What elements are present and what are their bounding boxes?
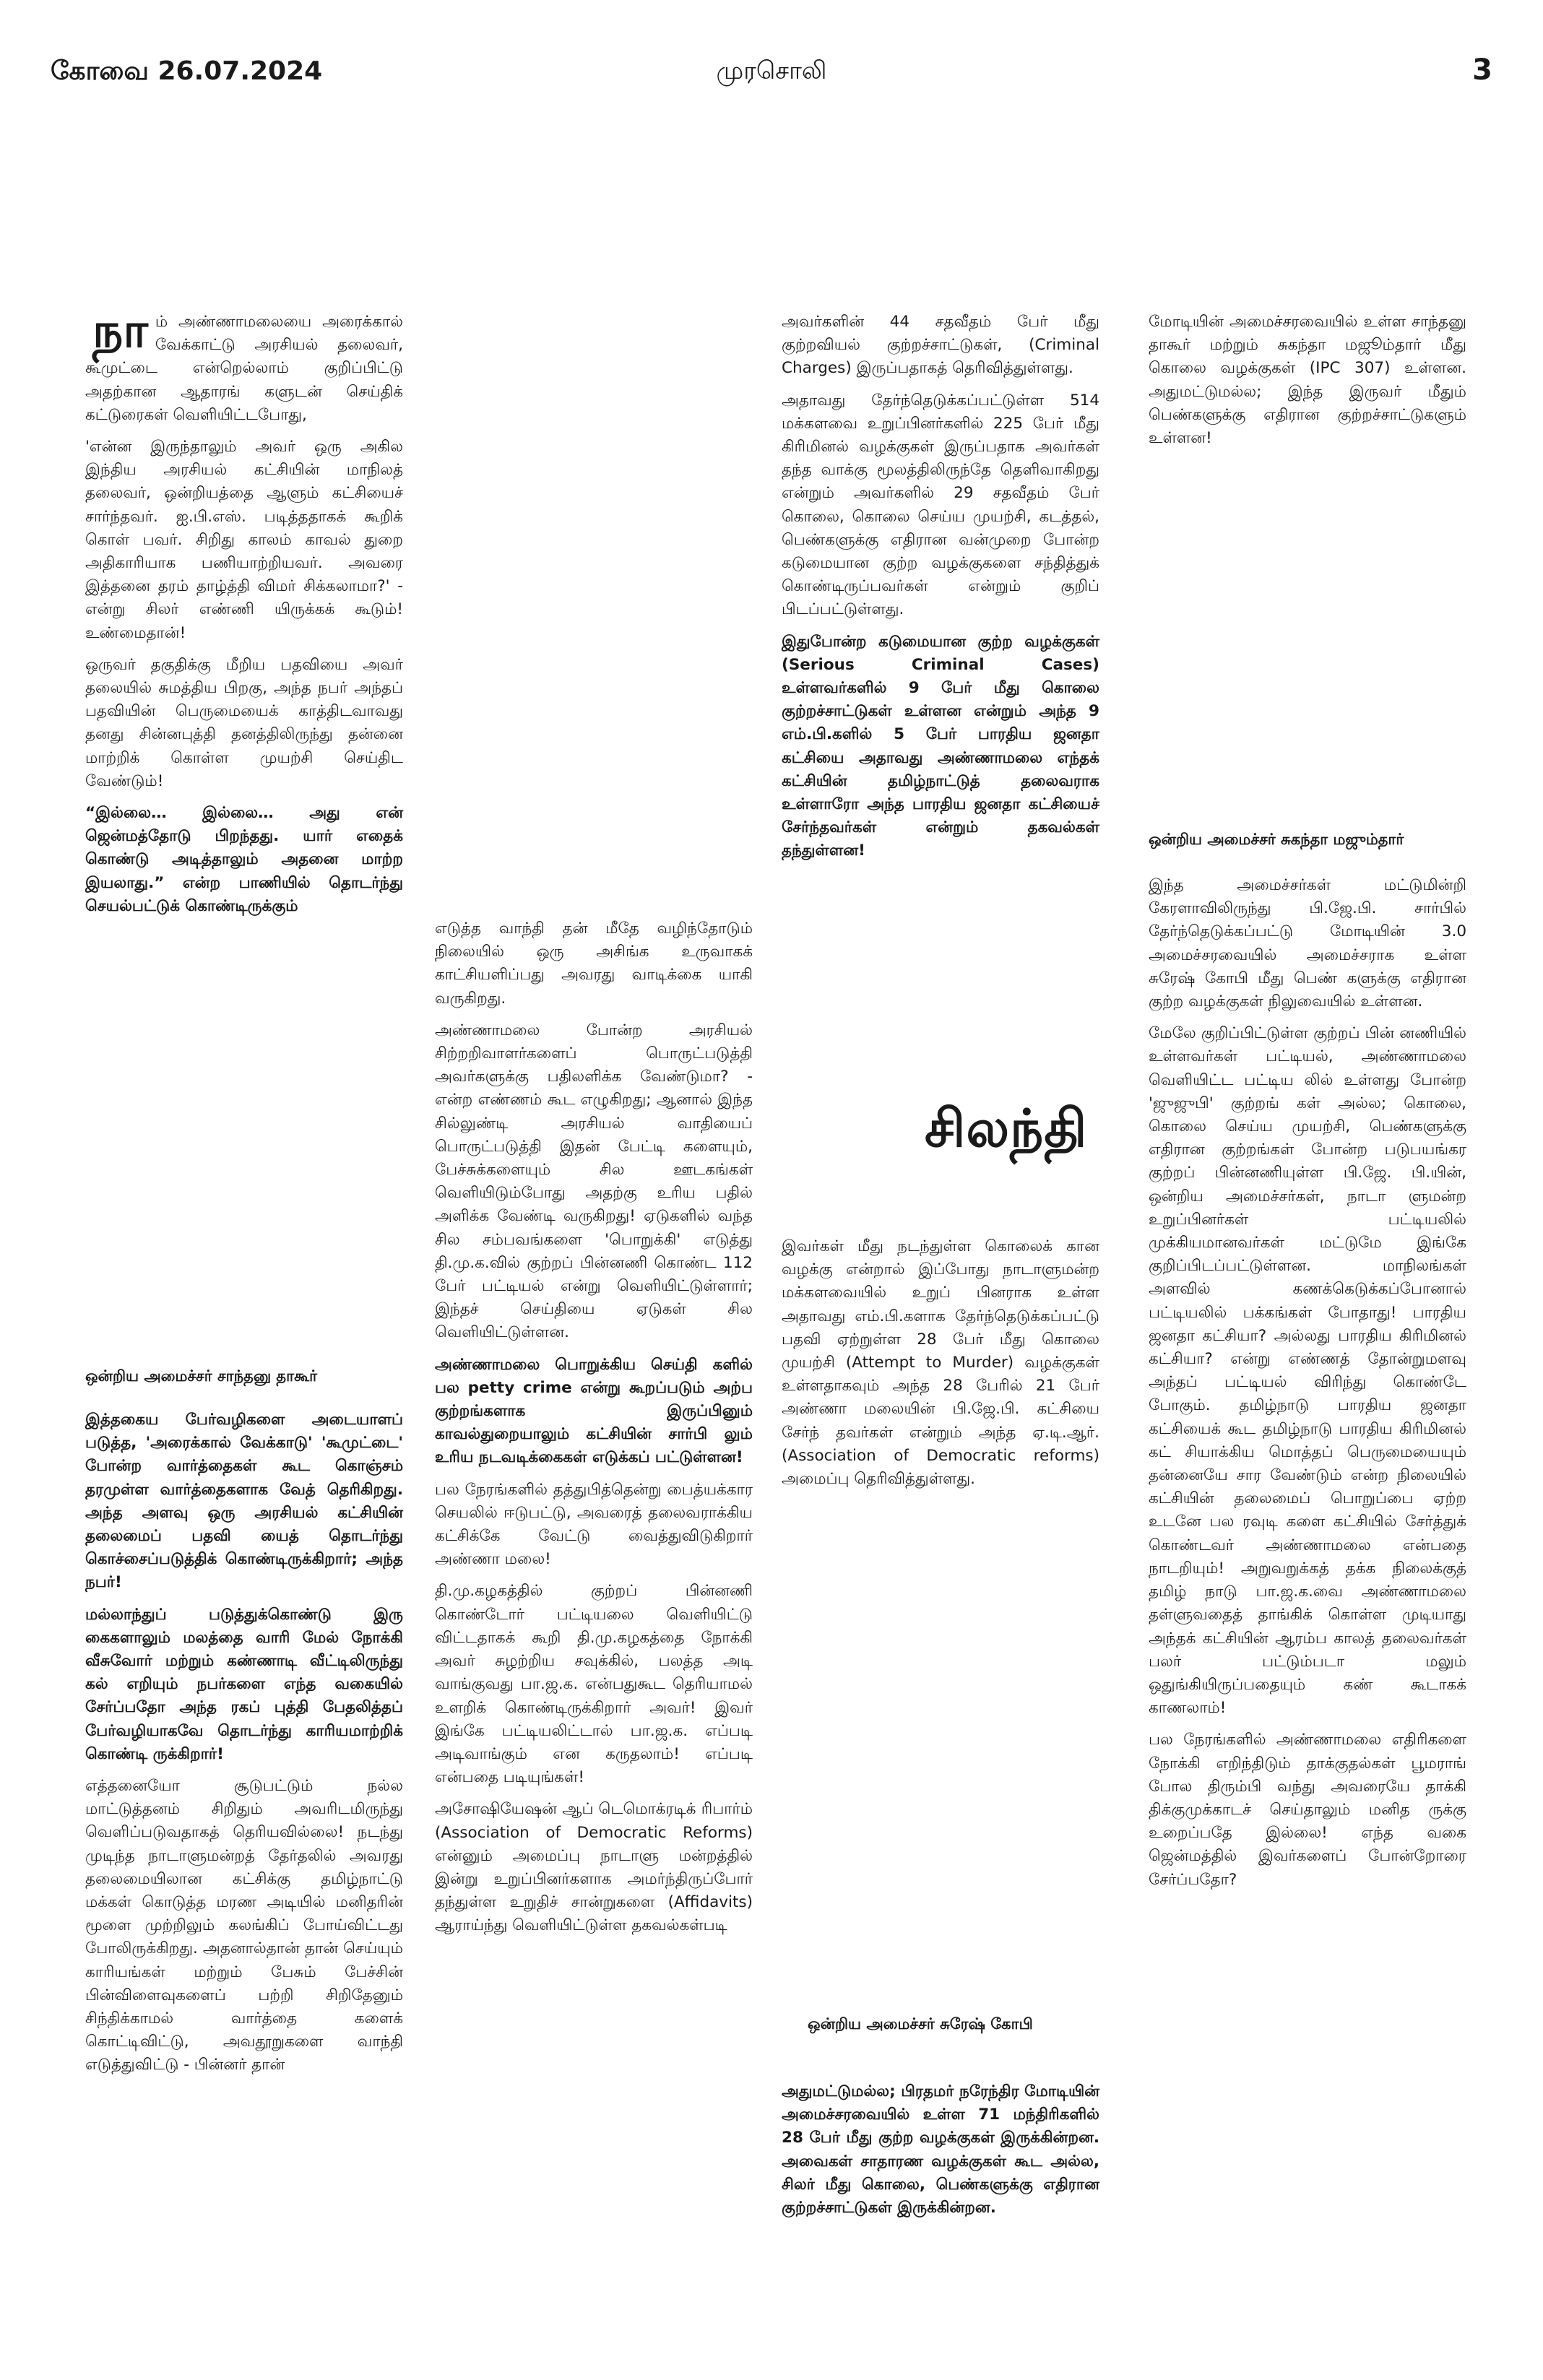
article-column-4b xyxy=(1149,874,1466,1900)
paragraph: மேலே குறிப்பிட்டுள்ள குற்றப் பின் னணியில் உள்ளவர்கள் பட்டியல், அண்ணாமலை வெளியிட்ட பட்டிய லில் உள்ளது போன்ற 'ஜுஜுபி' குற்றங் கள் அல்ல; கொலை, கொலை செய்ய முயற்சி, பெண்களுக்கு எதிரான குற்றங்கள் போன்ற படுபயங்கர குற்றப் பின்னணியுள்ள பி.ஜே. பி.யின், ஒன்றிய அமைச்சர்கள், நாடா ளுமன்ற உறுப்பினர்கள் பட்டியலில் முக்கியமானவர்கள் மட்டுமே இங்கே குறிப்பிடப்பட்டுள்ளன. மாநிலங்கள் அளவில் கணக்கெடுக்கப்போனால் பட்டியலில் பக்கங்கள் போதாது! பாரதிய ஜனதா கட்சியா? அல்லது பாரதிய கிரிமினல் கட்சியா? என்று எண்ணத் தோன்றுமளவு அந்தப் பட்டியல் விரிந்து கொண்டே போகும். தமிழ்நாடு பாரதிய ஜனதா கட்சியைக் கூட தமிழ்நாடு பாரதிய கிரிமினல் கட் சியாக்கிய மொத்தப் பெருமையையும் தன்னையே சார வேண்டும் என்ற நிலையில் கட்சியின் தலைமைப் பொறுப்பை ஏற்ற உடனே பல ரவுடி களை கட்சியில் சேர்த்துக் கொண்டவர் அண்ணாமலை என்பதை நாடறியும்! அறுவறுக்கத் தக்க நிலைக்குத் தமிழ் நாடு பா.ஜ.க.வை அண்ணாமலை தள்ளுவதைத் தாங்கிக் கொள்ள முடியாது அந்தக் கட்சியின் ஆரம்ப காலத் தலைவர்கள் பலர் பட்டும்படா மலும் ஒதுங்கியிருப்பதையும் கண் கூடாகக் காணலாம்! xyxy=(1149,1024,1466,1718)
photo-caption-sukanta: ஒன்றிய அமைச்சர் சுகந்தா மஜும்தார் xyxy=(1149,831,1404,848)
paragraph: அண்ணாமலை பொறுக்கிய செய்தி களில் பல petty crime என்று கூறப்படும் அற்ப குற்றங்களாக இருப்பினும் காவல்துறையாலும் கட்சியின் சார்பி லும் உரிய நடவடிக்கைகள் எடுக்கப் பட்டுள்ளன! xyxy=(435,1355,753,1467)
article-column-1b xyxy=(85,1408,403,2086)
page-header xyxy=(51,51,1492,94)
paragraph: இந்த அமைச்சர்கள் மட்டுமின்றி கேரளாவிலிருந்து பி.ஜே.பி. சார்பில் தேர்ந்தெடுக்கப்பட்டு மோடியின் 3.0 அமைச்சரவையில் அமைச்சராக உள்ள சுரேஷ் கோபி மீது பெண் களுக்கு எதிரான குற்ற வழக்குகள் நிலுவையில் உள்ளன. xyxy=(1149,876,1466,1011)
paragraph: பல நேரங்களில் தத்துபித்தென்று பைத்யக்கார செயலில் ஈடுபட்டு, அவரைத் தலைவராக்கிய கட்சிக்கே வேட்டு வைத்துவிடுகிறார் அண்ணா மலை! xyxy=(435,1480,753,1569)
paragraph: மோடியின் அமைச்சரவையில் உள்ள சாந்தனு தாகூர் மற்றும் சுகந்தா மஜூம்தார் மீது கொலை வழக்குகள் (IPC 307) உள்ளன. அதுமட்டுமல்ல; இந்த இருவர் மீதும் பெண்களுக்கு எதிரான குற்றச்சாட்டுகளும் உள்ளன! xyxy=(1149,313,1466,448)
paragraph: அசோஷியேஷன் ஆப் டெமொக்ரடிக் ரிபார்ம் (Association of Democratic Reforms) என்னும் அமைப்பு நாடாளு மன்றத்தில் இன்று உறுப்பினர்களாக அமர்ந்திருப்போர் தந்துள்ள உறுதிச் சான்றுகளை (Affidavits) ஆராய்ந்து வெளியிட்டுள்ள தகவல்கள்படி xyxy=(435,1800,753,1935)
paragraph: அண்ணாமலை போன்ற அரசியல் சிற்றறிவாளர்களைப் பொருட்படுத்தி அவர்களுக்கு பதிலளிக்க வேண்டுமா? - என்ற எண்ணம் கூட எழுகிறது; ஆனால் இந்த சில்லுண்டி அரசியல் வாதியைப் பொருட்படுத்தி இதன் பேட்டி களையும், பேச்சுக்களையும் சில ஊடகங்கள் வெளியிடும்போது அதற்கு உரிய பதில் அளிக்க வேண்டி வருகிறது! ஏடுகளில் வந்த சில சம்பவங்களை 'பொறுக்கி' எடுத்து தி.மு.க.வில் குற்றப் பின்னணி கொண்ட 112 பேர் பட்டியல் என்று வெளியிட்டுள்ளார்; இந்தச் செய்தியை ஏடுகள் சில வெளியிட்டுள்ளன. xyxy=(435,1021,753,1342)
paragraph: அதாவது தேர்ந்தெடுக்கப்பட்டுள்ள 514 மக்களவை உறுப்பினர்களில் 225 பேர் மீது கிரிமினல் வழக்குகள் இருப்பதாக அவர்கள் தந்த வாக்கு மூலத்திலிருந்தே தெளிவாகிறது என்றும் அவர்களில் 29 சதவீதம் பேர் கொலை, கொலை செய்ய முயற்சி, கடத்தல், பெண்களுக்கு எதிரான வன்முறை போன்ற கடுமையான குற்ற வழக்குகளை சந்தித்துக் கொண்டிருப்பவர்கள் என்றும் குறிப் பிடப்பட்டுள்ளது. xyxy=(782,391,1099,619)
paragraph: எடுத்த வாந்தி தன் மீதே வழிந்தோடும் நிலையில் ஒரு அசிங்க உருவாகக் காட்சியளிப்பது அவரது வாடிக்கை யாகி வருகிறது. xyxy=(435,919,753,1008)
paragraph: அதுமட்டுமல்ல; பிரதமர் நரேந்திர மோடியின் அமைச்சரவையில் உள்ள 71 மந்திரிகளில் 28 பேர் மீது குற்ற வழக்குகள் இருக்கின்றன. அவைகள் சாதாரண வழக்குகள் கூட அல்ல, சிலர் மீது கொலை, பெண்களுக்கு எதிரான குற்றச்சாட்டுகள் இருக்கின்றன. xyxy=(782,2082,1099,2217)
photo-caption-suresh: ஒன்றிய அமைச்சர் சுரேஷ் கோபி xyxy=(808,2015,1033,2033)
article-column-1 xyxy=(85,303,403,927)
photo-caption-shantanu: ஒன்றிய அமைச்சர் சாந்தனு தாகூர் xyxy=(85,1367,318,1385)
paragraph: நாம் அண்ணாமலையை அரைக்கால் வேக்காட்டு அரசியல் தலைவர், கூமுட்டை என்றெல்லாம் குறிப்பிட்டு அதற்கான ஆதாரங் களுடன் செய்திக் கட்டுரைகள் வெளியிட்டபோது, xyxy=(85,303,403,424)
paragraph: மல்லாந்துப் படுத்துக்கொண்டு இரு கைகளாலும் மலத்தை வாரி மேல் நோக்கி வீசுவோர் மற்றும் கண்ணாடி வீட்டிலிருந்து கல் எறியும் நபர்களை எந்த வகையில் சேர்ப்பதோ அந்த ரகப் புத்தி பேதலித்தப் பேர்வழியாகவே தொடர்ந்து காரியமாற்றிக் கொண்டி ருக்கிறார்! xyxy=(85,1605,403,1763)
article-column-3 xyxy=(782,311,1099,872)
paragraph: பல நேரங்களில் அண்ணாமலை எதிரிகளை நோக்கி எறிந்திடும் தாக்குதல்கள் பூமராங் போல திரும்பி வந்து அவரையே தாக்கி திக்குமுக்காடச் செய்தாலும் மனித ருக்கு உறைப்பதே இல்லை! எந்த வகை ஜென்மத்தில் இவர்களைப் போன்றோரை சேர்ப்பதோ? xyxy=(1149,1731,1466,1889)
paragraph: அவர்களின் 44 சதவீதம் பேர் மீது குற்றவியல் குற்றச்சாட்டுகள், (Criminal Charges) இருப்பதாகத் தெரிவித்துள்ளது. xyxy=(782,313,1099,378)
page-number: 3 xyxy=(1472,53,1492,87)
drop-cap: நா xyxy=(92,303,148,358)
paragraph: 'என்ன இருந்தாலும் அவர் ஒரு அகில இந்திய அரசியல் கட்சியின் மாநிலத் தலைவர், ஒன்றியத்தை ஆளும் கட்சியைச் சார்ந்தவர். ஐ.பி.எஸ். படித்ததாகக் கூறிக் கொள் பவர். சிறிது காலம் காவல் துறை அதிகாரியாக பணியாற்றியவர். அவரை இத்தனை தரம் தாழ்த்தி விமர் சிக்கலாமா?' - என்று சிலர் எண்ணி யிருக்கக் கூடும்! உண்மைதான்! xyxy=(85,438,403,642)
paragraph: தி.மு.கழகத்தில் குற்றப் பின்னணி கொண்டோர் பட்டியலை வெளியிட்டு விட்டதாகக் கூறி தி.மு.கழகத்தை நோக்கி அவர் சுழற்றிய சவுக்கில், பலத்த அடி வாங்குவது பா.ஜ.க. என்பதுகூட தெரியாமல் உளறிக் கொண்டிருக்கிறார் அவர்! இவர் இங்கே பட்டியலிட்டால் பா.ஜ.க. எப்படி அடிவாங்கும் என கருதலாம்! எப்படி என்பதை படியுங்கள்! xyxy=(435,1582,753,1787)
paragraph: இத்தகைய பேர்வழிகளை அடையாளப் படுத்த, 'அரைக்கால் வேக்காடு' 'கூமுட்டை' போன்ற வார்த்தைகள் கூட கொஞ்சம் தரமுள்ள வார்த்தைகளாக வேத் தெரிகிறது. அந்த அளவு ஒரு அரசியல் கட்சியின் தலைமைப் பதவி யைத் தொடர்ந்து கொச்சைப்படுத்திக் கொண்டிருக்கிறார்; அந்த நபர்! xyxy=(85,1411,403,1592)
article-column-4 xyxy=(1149,311,1466,459)
article-column-3b xyxy=(782,1235,1099,1500)
article-column-3c xyxy=(782,2080,1099,2228)
paragraph: இதுபோன்ற கடுமையான குற்ற வழக்குகள் (Serious Criminal Cases) உள்ளவர்களில் 9 பேர் மீது கொலை குற்றச்சாட்டுகள் உள்ளன என்றும் அந்த 9 எம்.பி.களில் 5 பேர் பாரதிய ஜனதா கட்சியை அதாவது அண்ணாமலை எந்தக் கட்சியின் தமிழ்நாட்டுத் தலைவராக உள்ளாரோ அந்த பாரதிய ஜனதா கட்சியைச் சேர்ந்தவர்கள் என்றும் தகவல்கள் தந்துள்ளன! xyxy=(782,632,1099,860)
paragraph: எத்தனையோ சூடுபட்டும் நல்ல மாட்டுத்தனம் சிறிதும் அவரிடமிருந்து வெளிப்படுவதாகத் தெரியவில்லை! நடந்து முடிந்த நாடாளுமன்றத் தேர்தலில் அவரது தலைமையிலான கட்சிக்கு தமிழ்நாட்டு மக்கள் கொடுத்த மரண அடியில் மனிதரின் மூளை முற்றிலும் கலங்கிப் போய்விட்டது போலிருக்கிறது. அதனால்தான் தான் செய்யும் காரியங்கள் மற்றும் பேசும் பேச்சின் பின்விளைவுகளைப் பற்றி சிறிதேனும் சிந்திக்காமல் வார்த்தை களைக் கொட்டிவிட்டு, அவதூறுகளை வாந்தி எடுத்துவிட்டு - பின்னர் தான் xyxy=(85,1777,403,2074)
newspaper-name: முரசொலி xyxy=(716,56,827,85)
article-column-2 xyxy=(435,917,753,1947)
column-brand-title: சிலந்தி xyxy=(925,1098,1088,1159)
city-date: கோவை 26.07.2024 xyxy=(51,56,323,86)
paragraph: இவர்கள் மீது நடந்துள்ள கொலைக் கான வழக்கு என்றால் இப்போது நாடாளுமன்ற மக்களவையில் உறுப் பினராக உள்ள அதாவது எம்.பி.களாக தேர்ந்தெடுக்கப்பட்டு பதவி ஏற்றுள்ள 28 பேர் மீது கொலை முயற்சி (Attempt to Murder) வழக்குகள் உள்ளதாகவும் அந்த 28 பேரில் 21 பேர் அண்ணா மலையின் பி.ஜே.பி. கட்சியை சேர்ந் தவர்கள் என்றும் அந்த ஏ.டி.ஆர். (Association of Democratic reforms) அமைப்பு தெரிவித்துள்ளது. xyxy=(782,1237,1099,1489)
paragraph: “இல்லை… இல்லை… அது என் ஜென்மத்தோடு பிறந்தது. யார் எதைக் கொண்டு அடித்தாலும் அதனை மாற்ற இயலாது.” என்ற பாணியில் தொடர்ந்து செயல்பட்டுக் கொண்டிருக்கும் xyxy=(85,804,403,915)
paragraph: ஒருவர் தகுதிக்கு மீறிய பதவியை அவர் தலையில் சுமத்திய பிறகு, அந்த நபர் அந்தப் பதவியின் பெருமையைக் காத்திடவாவது தனது சின்னபுத்தி தனத்திலிருந்து தன்னை மாற்றிக் கொள்ள முயற்சி செய்திட வேண்டும்! xyxy=(85,655,403,790)
